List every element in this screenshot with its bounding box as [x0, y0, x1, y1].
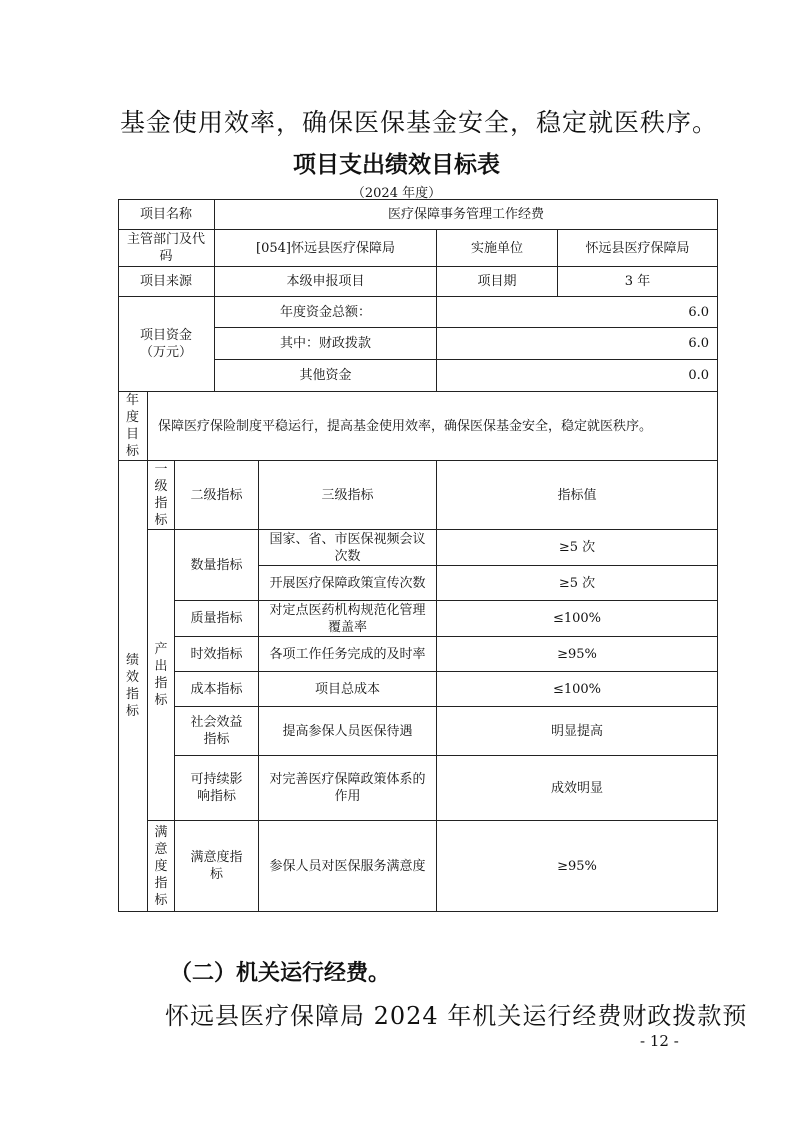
- row-l3: 项目总成本: [259, 672, 437, 707]
- dept-label: 主管部门及代码: [118, 230, 215, 267]
- annual-goal-value: 保障医疗保险制度平稳运行，提高基金使用效率，确保医保基金安全，稳定就医秩序。: [148, 392, 718, 461]
- funds-fiscal-value: 6.0: [437, 328, 718, 360]
- row-l3: 国家、省、市医保视频会议次数: [259, 530, 437, 566]
- section-body: 怀远县医疗保障局 2024 年机关运行经费财政拨款预: [165, 1002, 748, 1030]
- header-level3: 三级指标: [259, 461, 437, 530]
- funds-total-label: 年度资金总额：: [215, 297, 437, 328]
- row-l3: 参保人员对医保服务满意度: [259, 821, 437, 912]
- funds-other-value: 0.0: [437, 360, 718, 392]
- performance-target-table: [118, 199, 718, 912]
- row-l2-sustainability: 可持续影响指标: [175, 756, 259, 821]
- funds-fiscal-label: 其中：财政拨款: [215, 328, 437, 360]
- row-value: ≥95%: [437, 821, 718, 912]
- row-value: 成效明显: [437, 756, 718, 821]
- row-l3: 提高参保人员医保待遇: [259, 707, 437, 756]
- funds-total-value: 6.0: [437, 297, 718, 328]
- row-l2-satisfaction: 满意度指标: [175, 821, 259, 912]
- perf-indicator-label: 绩效指标: [118, 461, 148, 912]
- row-l2-timeliness: 时效指标: [175, 637, 259, 672]
- row-value: ≥5 次: [437, 566, 718, 601]
- row-value: 明显提高: [437, 707, 718, 756]
- satisfaction-indicator-label: 满意度指标: [148, 821, 175, 912]
- row-l3: 各项工作任务完成的及时率: [259, 637, 437, 672]
- period-value: 3 年: [558, 267, 718, 297]
- row-value: ≤100%: [437, 672, 718, 707]
- period-label: 项目期: [437, 267, 558, 297]
- impl-value: 怀远县医疗保障局: [558, 230, 718, 267]
- page-number: - 12 -: [640, 1032, 679, 1050]
- row-l2-quantity: 数量指标: [175, 530, 259, 601]
- section-heading: （二）机关运行经费。: [170, 961, 391, 986]
- row-l3: 开展医疗保障政策宣传次数: [259, 566, 437, 601]
- funds-other-label: 其他资金: [215, 360, 437, 392]
- row-l3: 对完善医疗保障政策体系的作用: [259, 756, 437, 821]
- project-name-label: 项目名称: [118, 199, 215, 230]
- header-level1: 一级指标: [148, 461, 175, 530]
- row-value: ≥5 次: [437, 530, 718, 566]
- funds-label: 项目资金（万元）: [118, 297, 215, 392]
- table-title: 项目支出绩效目标表: [293, 152, 500, 178]
- row-l2-social: 社会效益指标: [175, 707, 259, 756]
- output-indicator-label: 产出指标: [148, 530, 175, 821]
- impl-label: 实施单位: [437, 230, 558, 267]
- project-name-value: 医疗保障事务管理工作经费: [215, 199, 718, 230]
- year-label: （2024 年度）: [351, 186, 442, 201]
- dept-value: [054]怀远县医疗保障局: [215, 230, 437, 267]
- header-value: 指标值: [437, 461, 718, 530]
- source-value: 本级申报项目: [215, 267, 437, 297]
- header-level2: 二级指标: [175, 461, 259, 530]
- row-value: ≥95%: [437, 637, 718, 672]
- paragraph-continuation: 基金使用效率，确保医保基金安全，稳定就医秩序。: [120, 108, 719, 137]
- row-l2-quality: 质量指标: [175, 601, 259, 637]
- row-l3: 对定点医药机构规范化管理覆盖率: [259, 601, 437, 637]
- annual-goal-label: 年度目标: [118, 392, 148, 461]
- row-l2-cost: 成本指标: [175, 672, 259, 707]
- source-label: 项目来源: [118, 267, 215, 297]
- row-value: ≤100%: [437, 601, 718, 637]
